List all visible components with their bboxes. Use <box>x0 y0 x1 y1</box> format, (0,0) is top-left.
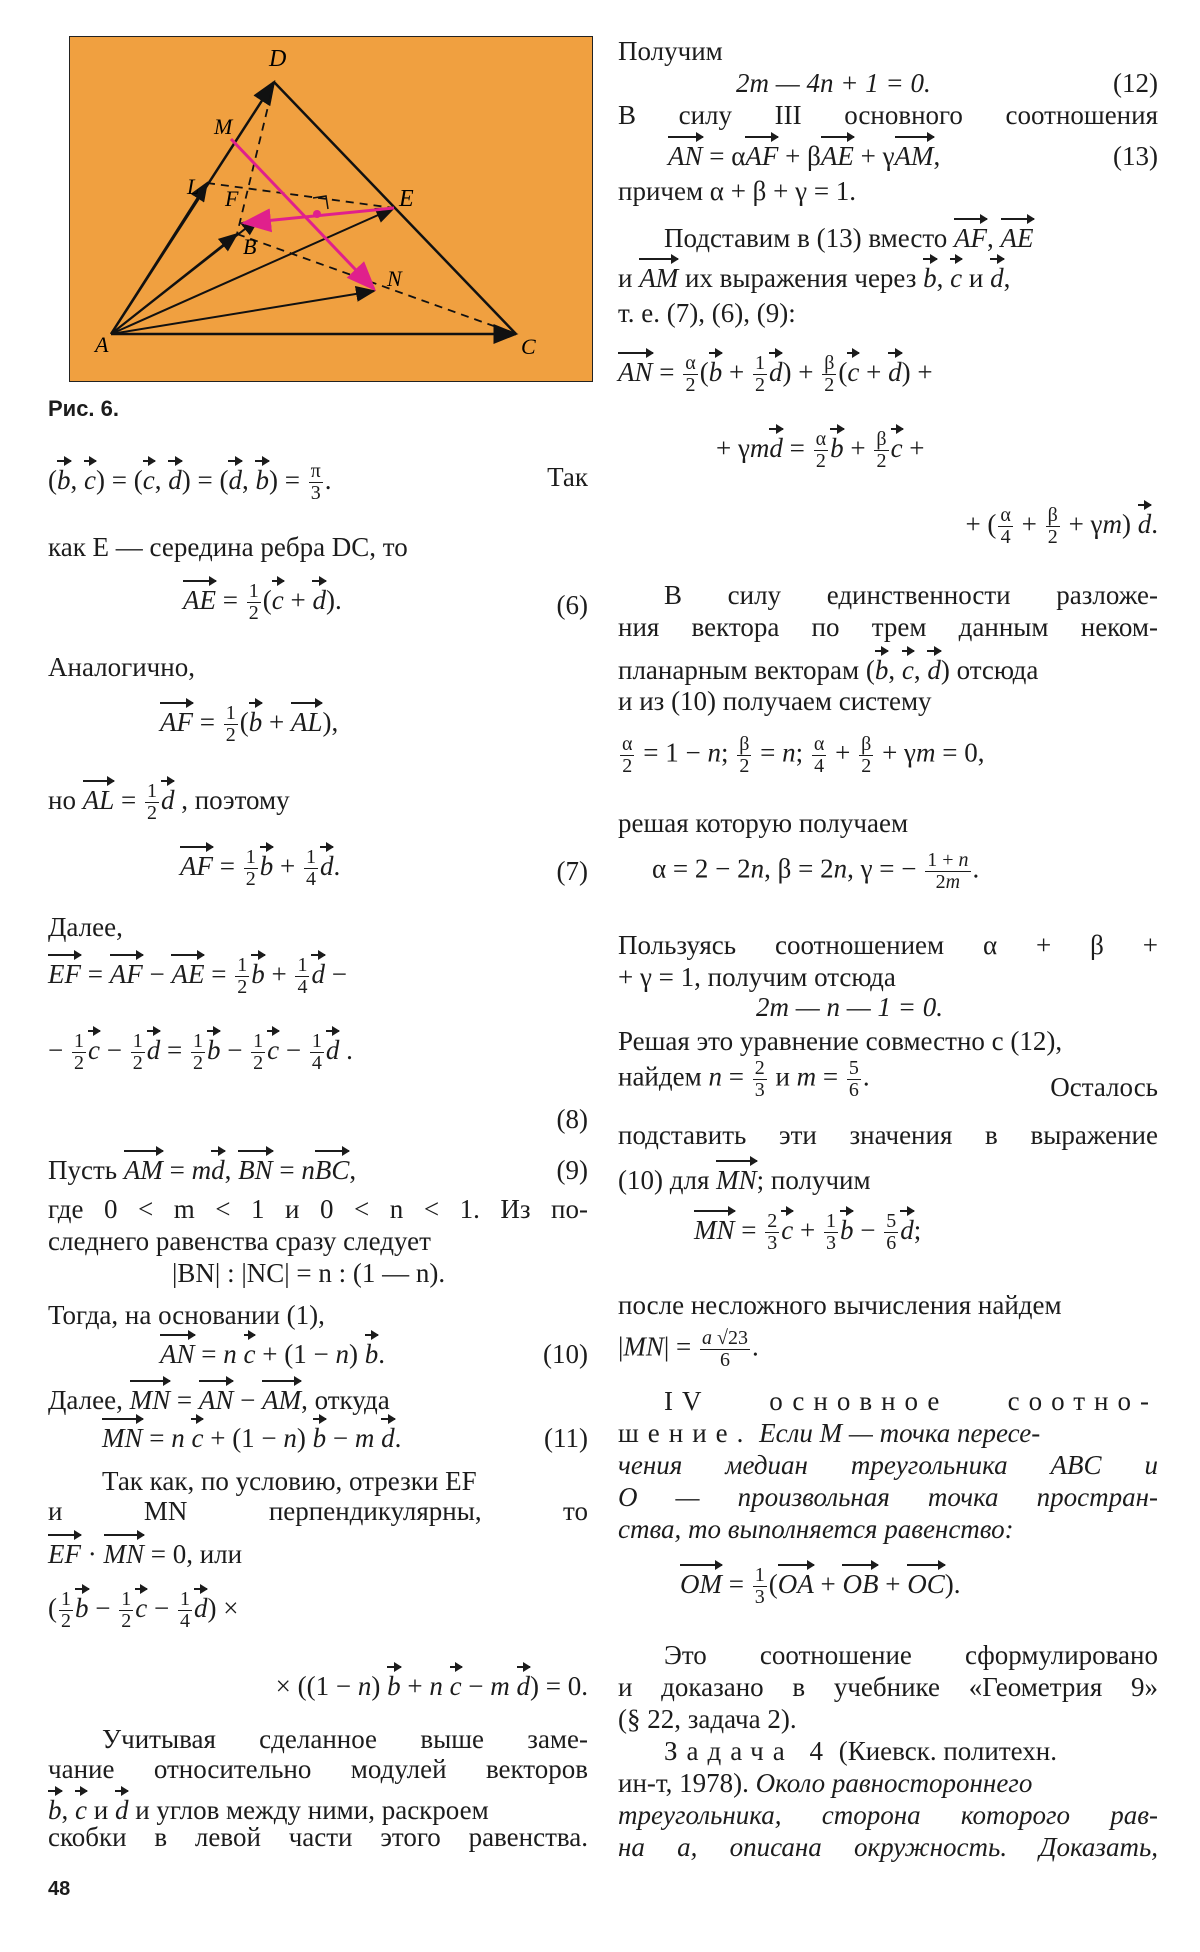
text-line: O — произвольная точка простран- <box>618 1482 1158 1512</box>
text-line: Так как, по условию, отрезки EF <box>102 1466 477 1496</box>
equation-number: (12) <box>1113 68 1158 98</box>
modulus-line: |MN| = $\frac{a √23}{6}$ . <box>618 1327 759 1371</box>
found-values-line: найдем n = $\frac{2}{3}$ и m = $\frac{5}{6}$ . Осталось <box>618 1057 1158 1102</box>
text-fragment: планарным векторам <box>618 655 860 685</box>
text-line: Далее, <box>48 912 123 942</box>
text-fragment: и углов между ними, раскроем <box>135 1795 489 1825</box>
text-line: Решая это уравнение совместно с (12), <box>618 1026 1063 1056</box>
equation-text: 2m — 4n + 1 = 0. <box>736 68 931 98</box>
equation-al-line: но AL = $\frac{1}{2}$ d , поэтому <box>48 776 290 824</box>
figure-background <box>69 36 593 382</box>
label-N: N <box>387 266 402 291</box>
text-fragment: Далее, <box>48 1385 123 1415</box>
text-line: Аналогично, <box>48 652 195 682</box>
text-line: причем α + β + γ = 1. <box>618 176 857 206</box>
angles-line: (b, c) = (c, d) = (d, b) = $\frac{\pi}{3}$ . Так <box>48 440 588 504</box>
tetrahedron-diagram <box>69 36 593 382</box>
equation-number: (11) <box>544 1423 588 1453</box>
text-line: ства, то выполняется равенство: <box>618 1514 1014 1544</box>
label-B: B <box>243 234 257 259</box>
equation-number: (6) <box>556 590 588 620</box>
text-fragment: Пусть <box>48 1155 118 1185</box>
equation-9: Пусть AM = md, BN = nBC, (9) <box>48 1146 588 1186</box>
text-fragment: и <box>618 263 633 293</box>
text-fragment: но <box>48 785 76 815</box>
text-line: Учитывая сделанное выше заме- <box>102 1724 588 1754</box>
text-line: В силу единственности разложе- <box>664 580 1158 610</box>
equation-af: AF = $\frac{1}{2}$ (b + AL), <box>48 698 338 746</box>
label-L: L <box>187 174 200 199</box>
system-equation: $\frac{\alpha}{2}$ = 1 − n; $\frac{\beta}{2}$ = n; $\frac{\alpha}{4}$ + $\frac{\beta}{2}$ + γm = 0, <box>622 733 985 777</box>
text-line: ния вектора по трем данным неком- <box>618 612 1158 642</box>
text-line: чения медиан треугольника ABC и <box>618 1450 1158 1480</box>
text-line: 2m — n — 1 = 0. <box>756 992 943 1022</box>
text-fragment: или <box>199 1539 243 1569</box>
text-line: после несложного вычисления найдем <box>618 1290 1062 1320</box>
solution-equation: α = 2 − 2n, β = 2n, γ = − $\frac{1 + n}{2m}$ . <box>652 849 980 893</box>
text-fragment: получим <box>770 1165 871 1195</box>
text-line: на a, описана окружность. Доказать, <box>618 1832 1158 1862</box>
text-line: Получим <box>618 36 723 66</box>
equation-13: AN = αAF + βAE + γAM, (13) <box>618 132 1158 172</box>
equation-an-c: + ( $\frac{\alpha}{4}$ + $\frac{\beta}{2}$ + γm) d. <box>618 500 1158 548</box>
text-fragment: ин-т, 1978). <box>618 1768 749 1798</box>
label-E: E <box>399 186 414 212</box>
equation-10: AN = n c + (1 − n) b. (10) <box>48 1330 588 1370</box>
text-fragment: (10) для <box>618 1165 710 1195</box>
label-C: C <box>521 334 536 359</box>
text-line: Это соотношение сформулировано <box>664 1640 1158 1670</box>
equation-mn-line: Далее, MN = AN − AM, откуда <box>48 1376 390 1416</box>
text-line: следнего равенства сразу следует <box>48 1226 431 1256</box>
text-fragment: Если M — точка пересе- <box>759 1418 1041 1448</box>
figure-caption: Рис. 6. <box>48 396 120 421</box>
equation-number: (13) <box>1113 141 1158 171</box>
label-M: M <box>214 114 233 139</box>
text-line: т. е. (7), (6), (9): <box>618 298 796 328</box>
text-line: решая которую получаем <box>618 808 909 838</box>
text-fragment: шение. <box>618 1418 753 1448</box>
text-line: где 0 < m < 1 и 0 < n < 1. Из по- <box>48 1194 588 1224</box>
equation-number: (10) <box>543 1339 588 1369</box>
problem-line <box>664 1736 1158 1767</box>
text-fragment: поэтому <box>194 785 290 815</box>
equation-8b: − $\frac{1}{2}$ c − $\frac{1}{2}$ d = $\frac{1}{2}$ b − $\frac{1}{2}$ c − $\frac{1}{4}$ d . <box>48 1026 353 1074</box>
theorem-heading: IV основное соотно- <box>664 1386 1158 1416</box>
vectors-triple-line: планарным векторам (b, c, d) отсюда <box>618 646 1158 686</box>
equation-om: OM = $\frac{1}{3}$ (OA + OB + OC). <box>680 1560 960 1608</box>
text-fragment: откуда <box>314 1385 390 1415</box>
text-line: и доказано в учебнике «Геометрия 9» <box>618 1672 1158 1702</box>
equation-dot-line: EF · MN = 0, или <box>48 1530 242 1570</box>
text-line: (§ 22, задача 2). <box>618 1704 797 1734</box>
equation-11: MN = n c + (1 − n) b − m d. (11) <box>48 1414 588 1454</box>
text-fragment: Осталось <box>1050 1072 1158 1102</box>
label-D: D <box>269 46 287 72</box>
text-line: чание относительно модулей векторов <box>48 1754 588 1784</box>
text-line: и MN перпендикулярны, то <box>48 1496 588 1526</box>
theorem-line <box>618 1418 1158 1449</box>
figure <box>69 36 593 382</box>
equation-6: AE = $\frac{1}{2}$ (c + d). (6) <box>48 576 588 624</box>
equation-number: (8) <box>556 1104 588 1134</box>
substitute-line-2: и AM их выражения через b, c и d, <box>618 254 1158 294</box>
mn-line: (10) для MN; получим <box>618 1156 871 1196</box>
text-fragment: их выражения через <box>684 263 917 293</box>
angles-tail: Так <box>547 462 588 492</box>
text-line: как E — середина ребра DC, то <box>48 532 408 562</box>
text-line: и из (10) получаем систему <box>618 686 932 716</box>
equation-an-b: + γmd = $\frac{\alpha}{2}$ b + $\frac{\beta}{2}$ c + <box>716 424 925 472</box>
text-fragment: отсюда <box>956 655 1039 685</box>
text-fragment: Подставим в (13) вместо <box>664 223 948 253</box>
equation-an-a: AN = $\frac{\alpha}{2}$ (b + $\frac{1}{2}$ d) + $\frac{\beta}{2}$ (c + d) + <box>618 348 933 396</box>
text-fragment: найдем <box>618 1061 702 1092</box>
equation-number: (7) <box>556 856 588 886</box>
problem-line-2 <box>618 1768 1158 1799</box>
substitute-line: Подставим в (13) вместо AF, AE <box>664 214 1158 254</box>
equation-product-b: × ((1 − n) b + n c − m d) = 0. <box>48 1662 588 1702</box>
text-line: треугольника, сторона которого рав- <box>618 1800 1158 1830</box>
equation-product-a: ( $\frac{1}{2}$ b − $\frac{1}{2}$ c − $\frac{1}{4}$ d) × <box>48 1584 238 1632</box>
text-line: Тогда, на основании (1), <box>48 1300 325 1330</box>
vectors-line: b, c и d и углов между ними, раскроем <box>48 1786 588 1826</box>
equation-number: (9) <box>556 1155 588 1185</box>
page-number: 48 <box>48 1878 71 1900</box>
equation-8a: EF = AF − AE = $\frac{1}{2}$ b + $\frac{1}{4}$ d − <box>48 950 347 998</box>
equation-mn-result: MN = $\frac{2}{3}$ c + $\frac{1}{3}$ b − $\frac{5}{6}$ d; <box>694 1206 921 1254</box>
text-line: Пользуясь соотношением α + β + <box>618 930 1158 960</box>
text-line: подставить эти значения в выражение <box>618 1120 1158 1150</box>
equation-7: AF = $\frac{1}{2}$ b + $\frac{1}{4}$ d. (7) <box>48 842 588 890</box>
text-line: + γ = 1, получим отсюда <box>618 962 896 992</box>
equation-12 <box>618 68 1158 99</box>
text-line: скобки в левой части этого равенства. <box>48 1822 588 1852</box>
text-fragment: Около равностороннего <box>755 1768 1033 1798</box>
label-A: A <box>95 332 109 357</box>
label-F: F <box>225 186 239 211</box>
text-fragment: (Киевск. политехн. <box>838 1736 1057 1766</box>
text-line: В силу III основного соотношения <box>618 100 1158 130</box>
text-line: |BN| : |NC| = n : (1 — n). <box>172 1258 446 1288</box>
text-fragment: Задача 4 <box>664 1736 832 1766</box>
